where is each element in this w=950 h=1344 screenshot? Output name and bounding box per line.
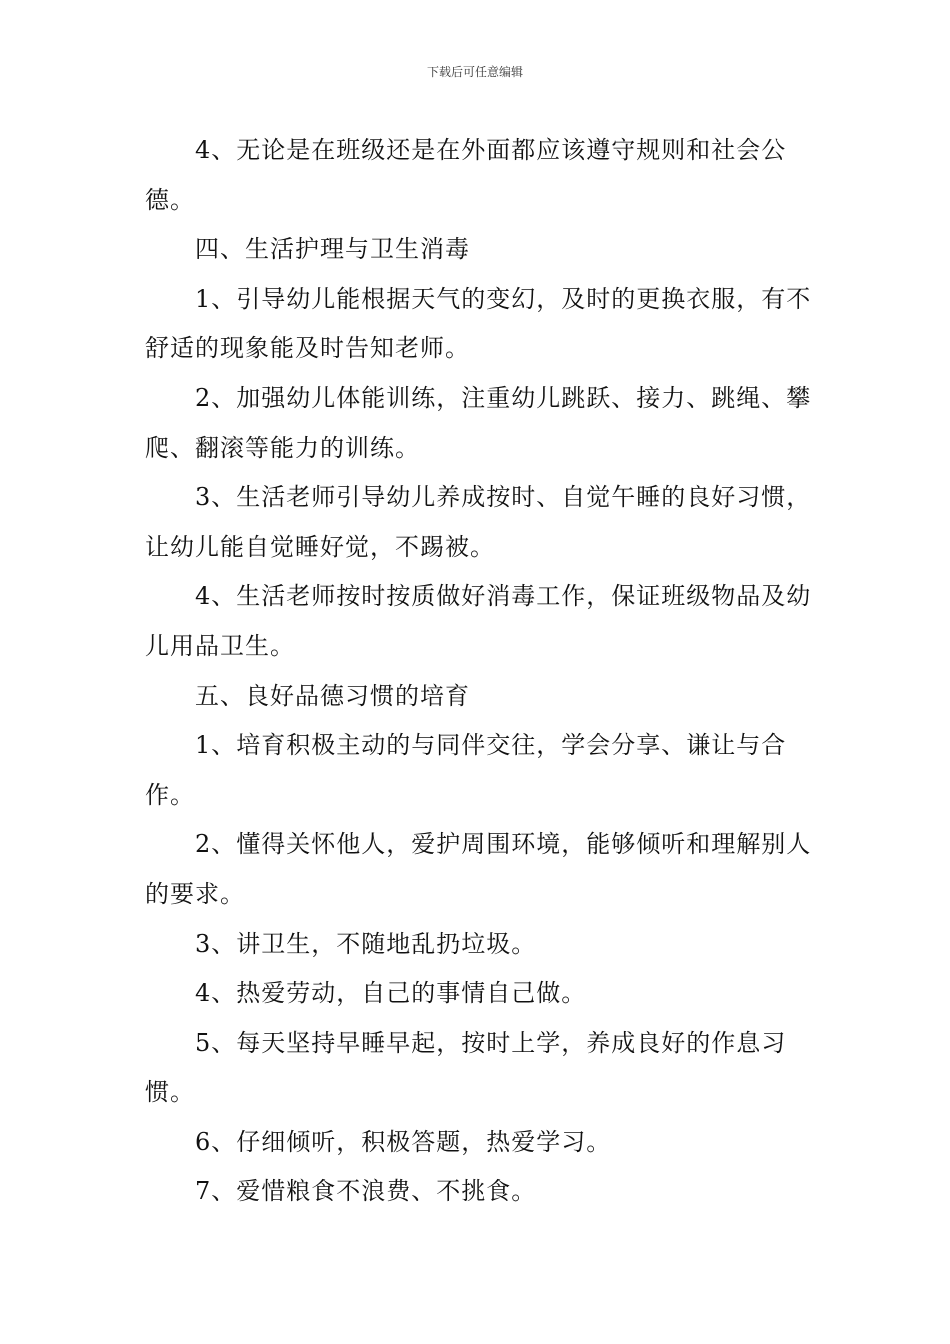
paragraph-rule-4: 4、无论是在班级还是在外面都应该遵守规则和社会公德。 [145,136,787,214]
paragraph-habit-5: 5、每天坚持早睡早起，按时上学，养成良好的作息习惯。 [145,1028,787,1107]
paragraph-care-1: 1、引导幼儿能根据天气的变幻，及时的更换衣服，有不舒适的现象能及时告知老师。 [145,284,812,363]
document-body [145,126,825,1217]
paragraph-habit-4: 4、热爱劳动，自己的事情自己做。 [195,979,587,1008]
page-header-note: 下载后可任意编辑 [426,65,523,79]
paragraph-habit-7: 7、爱惜粮食不浪费、不挑食。 [195,1177,537,1206]
paragraph-care-2: 2、加强幼儿体能训练，注重幼儿跳跃、接力、跳绳、攀爬、翻滚等能力的训练。 [145,383,812,462]
section-heading-moral-habits: 五、良好品德习惯的培育 [195,681,470,710]
paragraph-care-3: 3、生活老师引导幼儿养成按时、自觉午睡的良好习惯，让幼儿能自觉睡好觉，不踢被。 [145,483,812,561]
paragraph-habit-1: 1、培育积极主动的与同伴交往，学会分享、谦让与合作。 [145,731,787,809]
paragraph-habit-2: 2、懂得关怀他人，爱护周围环境，能够倾听和理解别人的要求。 [145,830,812,908]
paragraph-care-4: 4、生活老师按时按质做好消毒工作，保证班级物品及幼儿用品卫生。 [145,582,812,660]
section-heading-life-care: 四、生活护理与卫生消毒 [195,235,470,264]
paragraph-habit-3: 3、讲卫生，不随地乱扔垃圾。 [195,929,537,958]
paragraph-habit-6: 6、仔细倾听，积极答题，热爱学习。 [195,1127,612,1156]
